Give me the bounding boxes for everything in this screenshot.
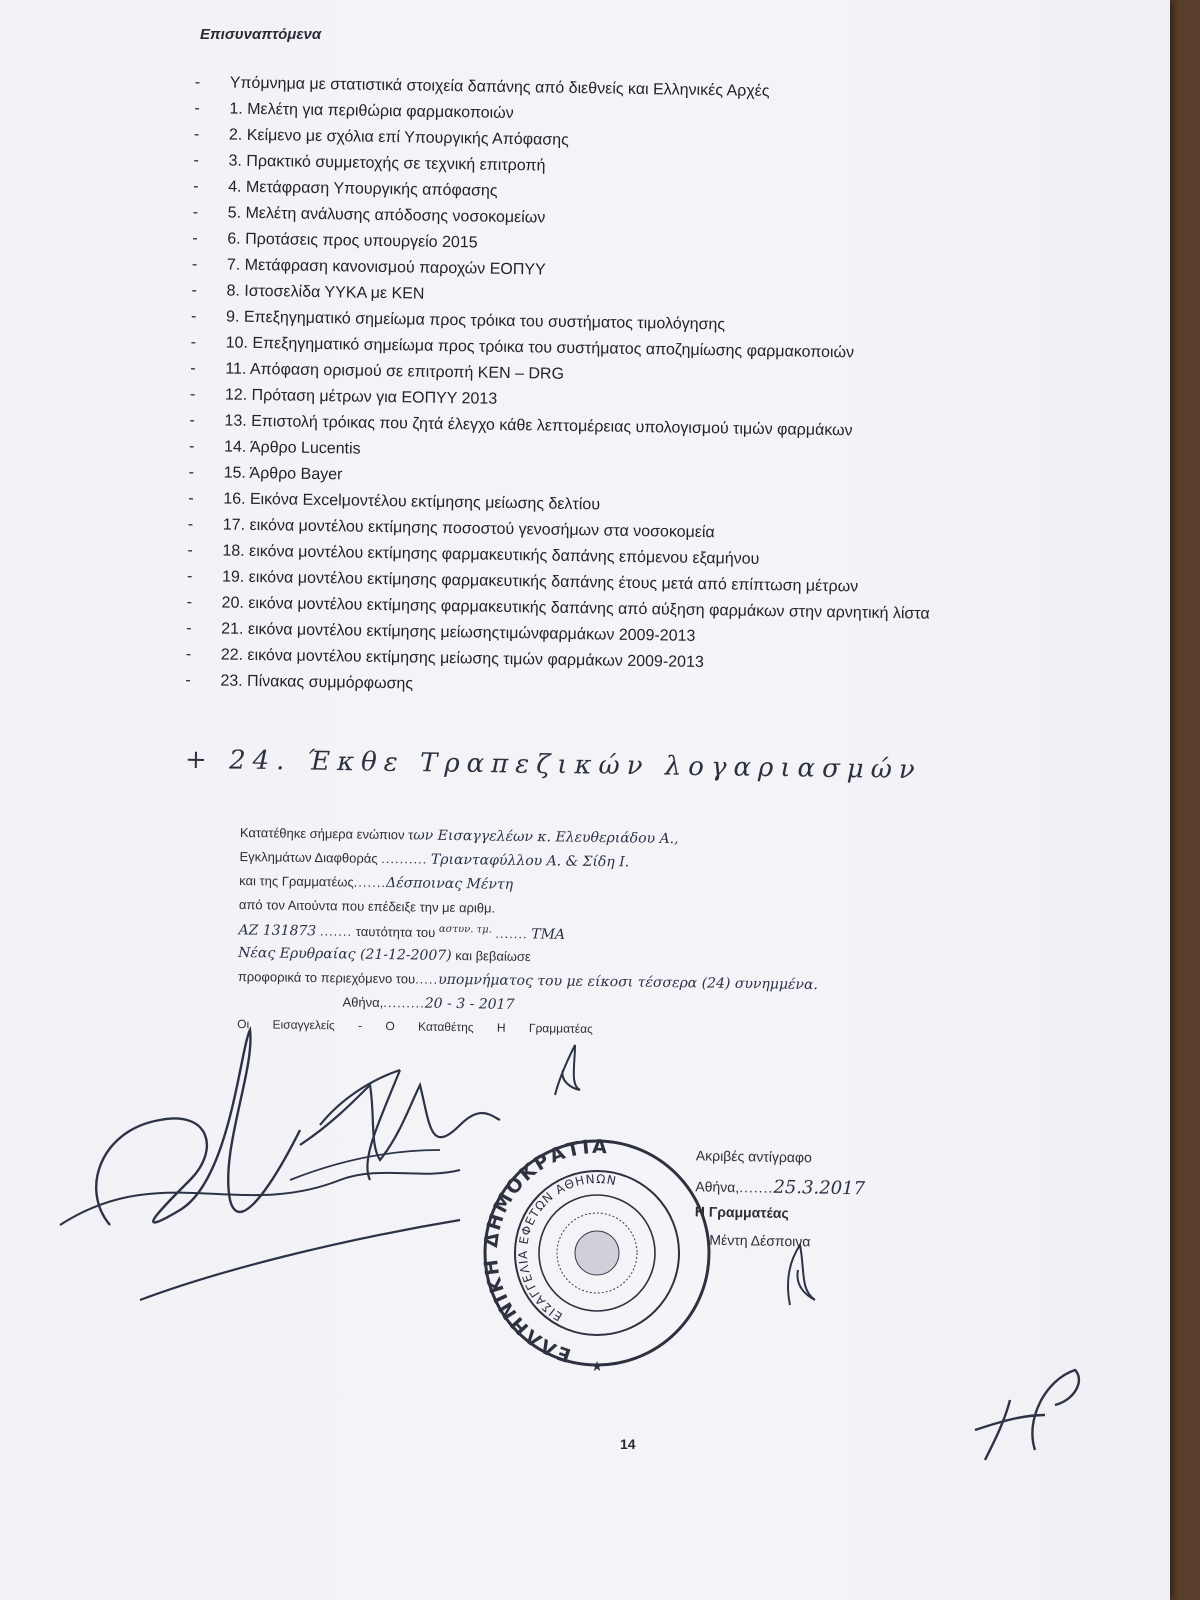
- deposit-line-3: και της Γραμματέως.......Δέσποινας Μέντη: [239, 872, 514, 893]
- attachment-item-label: 17. εικόνα μοντέλου εκτίμησης ποσοστού γενοσήμων στα νοσοκομεία: [222, 516, 715, 542]
- seal-inner-text: ΕΙΣΑΓΓΕΛΙΑ ΕΦΕΤΩΝ ΑΘΗΝΩΝ: [515, 1171, 619, 1324]
- deposit-line-7-printed: προφορικά το περιεχόμενο του: [237, 968, 416, 987]
- attachment-item-label: 3. Πρακτικό συμμετοχής σε τεχνική επιτροπή: [228, 152, 546, 175]
- deposit-date-handwritten: 20 - 3 - 2017: [424, 995, 515, 1013]
- attachment-item-label: 19. εικόνα μοντέλου εκτίμησης φαρμακευτικής δαπάνης έτους μετά από επίπτωση μέτρων: [221, 568, 859, 596]
- attachment-item: - 22. εικόνα μοντέλου εκτίμησης μείωσης τιμών φαρμάκων 2009-2013: [185, 645, 704, 672]
- attachment-item-label: Υπόμνημα με στατιστικά στοιχεία δαπάνης από διεθνείς και Ελληνικές Αρχές: [229, 74, 770, 101]
- seal-star-icon: ★: [590, 1358, 604, 1374]
- id-authority-handwritten: ΤΜΑ: [531, 926, 566, 943]
- attachment-item: - 12. Πρόταση μέτρων για ΕΟΠΥΥ 2013: [189, 385, 498, 408]
- attachment-item-label: 16. Εικόνα Excelμοντέλου εκτίμησης μείωσης δελτίου: [223, 490, 601, 514]
- attachment-item-label: 4. Μετάφραση Υπουργικής απόφασης: [228, 178, 498, 200]
- attachment-item: - 9. Επεξηγηματικό σημείωμα προς τρόικα του συστήματος τιμολόγησης: [190, 307, 726, 334]
- attachment-item-label: 18. εικόνα μοντέλου εκτίμησης φαρμακευτικής δαπάνης επόμενου εξαμήνου: [222, 542, 760, 568]
- attachment-item: - 17. εικόνα μοντέλου εκτίμησης ποσοστού γενοσήμων στα νοσοκομεία: [187, 515, 715, 542]
- deposit-line-7-handwritten: υπομνήματος του με είκοσι τέσσερα (24) συνημμένα.: [438, 971, 819, 994]
- deposit-line-3-handwritten: Δέσποινας Μέντη: [385, 875, 514, 893]
- deposit-line-2: Εγκλημάτων Διαφθοράς .......... Τριανταφύλλου Α. & Σίδη Ι.: [239, 848, 630, 871]
- attachment-item-label: 20. εικόνα μοντέλου εκτίμησης φαρμακευτικής δαπάνης από αύξηση φαρμάκων στην αρνητική λίστα: [221, 594, 930, 623]
- attachment-item-label: 22. εικόνα μοντέλου εκτίμησης μείωσης τιμών φαρμάκων 2009-2013: [220, 646, 704, 672]
- attachment-item-label: 13. Επιστολή τρόικας που ζητά έλεγχο κάθε λεπτομέρειας υπολογισμού τιμών φαρμάκων: [224, 412, 853, 440]
- id-number-handwritten: ΑΖ 131873: [238, 922, 317, 940]
- attachment-item-label: 9. Επεξηγηματικό σημείωμα προς τρόικα του συστήματος τιμολόγησης: [225, 308, 726, 334]
- attachment-item-label: 6. Προτάσεις προς υπουργείο 2015: [227, 230, 478, 252]
- attachment-item-label: 12. Πρόταση μέτρων για ΕΟΠΥΥ 2013: [224, 386, 498, 408]
- attachment-item: - 16. Εικόνα Excelμοντέλου εκτίμησης μείωσης δελτίου: [188, 489, 601, 514]
- attachment-item: - 3. Πρακτικό συμμετοχής σε τεχνική επιτροπή: [193, 151, 546, 175]
- attachment-item-label: 21. εικόνα μοντέλου εκτίμησης μείωσηςτιμώνφαρμάκων 2009-2013: [221, 620, 696, 645]
- signatory-secretary: Η Γραμματέας: [496, 1020, 593, 1036]
- attachment-item: - 14. Άρθρο Lucentis: [188, 437, 361, 458]
- attachment-item: - 20. εικόνα μοντέλου εκτίμησης φαρμακευτικής δαπάνης από αύξηση φαρμάκων στην αρνητική λίστα: [186, 593, 930, 623]
- attachment-item: - 2. Κείμενο με σχόλια επί Υπουργικής Απόφασης: [193, 125, 569, 149]
- official-seal: [480, 1135, 715, 1380]
- certification-secretary-name: Μέντη Δέσποινα: [709, 1231, 811, 1250]
- deposit-line-5: ΑΖ 131873 ....... ταυτότητα του $^{\alpha\sigma\tau\upsilon\nu. \tau\mu.}$ ....... ΤΜΑ: [238, 922, 566, 943]
- page-number: 14: [620, 1436, 636, 1452]
- deposit-line-3-printed: και της Γραμματέως: [239, 872, 354, 890]
- deposit-line-5-printed: ταυτότητα του: [355, 923, 436, 941]
- certification-date-line: Αθήνα,.......25.3.2017: [695, 1176, 866, 1200]
- attachment-item: - 13. Επιστολή τρόικας που ζητά έλεγχο κάθε λεπτομέρειας υπολογισμού τιμών φαρμάκων: [189, 411, 853, 440]
- attachment-item: - 10. Επεξηγηματικό σημείωμα προς τρόικα του συστήματος αποζημίωσης φαρμακοποιών: [190, 333, 855, 362]
- certification-date-handwritten: 25.3.2017: [773, 1176, 866, 1200]
- attachment-item: - 15. Άρθρο Bayer: [188, 463, 343, 484]
- attachment-item: - 18. εικόνα μοντέλου εκτίμησης φαρμακευτικής δαπάνης επόμενου εξαμήνου: [187, 541, 760, 568]
- attachment-item: - 1. Μελέτη για περιθώρια φαρμακοποιών: [194, 99, 514, 123]
- certification-place: Αθήνα,: [695, 1178, 740, 1196]
- deposit-line-2-printed: Εγκλημάτων Διαφθοράς: [239, 848, 378, 866]
- handwritten-addition: + 24. Έκθε Τραπεζικών λογαριασμών: [184, 744, 922, 786]
- attachment-item: - 19. εικόνα μοντέλου εκτίμησης φαρμακευτικής δαπάνης έτους μετά από επίπτωση μέτρων: [186, 567, 859, 596]
- signatory-prosecutors: Οι Εισαγγελείς: [237, 1016, 335, 1033]
- certification-stamp: [694, 1147, 996, 1264]
- attachment-item-label: 10. Επεξηγηματικό σημείωμα προς τρόικα του συστήματος αποζημίωσης φαρμακοποιών: [225, 334, 855, 362]
- certification-line-1: Ακριβές αντίγραφο: [695, 1147, 812, 1166]
- attachment-item-label: 1. Μελέτη για περιθώρια φαρμακοποιών: [229, 100, 514, 123]
- attachment-item-label: 11. Απόφαση ορισμού σε επιτροπή ΚΕΝ – DRG: [225, 360, 565, 383]
- attachment-item: - 11. Απόφαση ορισμού σε επιτροπή ΚΕΝ – DRG: [190, 359, 565, 383]
- deposit-line-7: προφορικά το περιεχόμενο του.....υπομνήματος του με είκοσι τέσσερα (24) συνημμένα.: [237, 968, 819, 994]
- certification-secretary-title: Η Γραμματέας: [694, 1203, 789, 1222]
- attachment-item: - 5. Μελέτη ανάλυσης απόδοσης νοσοκομείων: [192, 203, 546, 227]
- deposit-line-1-printed: Κατατέθηκε σήμερα ενώπιον τ: [239, 825, 414, 843]
- attachment-item-label: 14. Άρθρο Lucentis: [223, 438, 361, 458]
- deposit-place: Αθήνα,: [342, 994, 384, 1011]
- deposit-line-4-printed: από τον Αιτούντα που επέδειξε την με αριθμ.: [238, 896, 496, 916]
- attachments-list: [185, 70, 1095, 708]
- initials-signature: [965, 1360, 1095, 1470]
- deposit-date-line: Αθήνα,.........20 - 3 - 2017: [342, 994, 515, 1013]
- seal-outer-text: ΕΛΛΗΝΙΚΗ ΔΗΜΟΚΡΑΤΙΑ: [480, 1135, 610, 1367]
- attachments-heading: Επισυναπτόμενα: [200, 26, 322, 43]
- attachment-item: - 7. Μετάφραση κανονισμού παροχών ΕΟΠΥΥ: [191, 255, 546, 279]
- attachment-item: - 21. εικόνα μοντέλου εκτίμησης μείωσηςτιμώνφαρμάκων 2009-2013: [186, 619, 696, 645]
- deposit-line-6-printed: και βεβαίωσε: [455, 948, 531, 965]
- attachment-item-label: 2. Κείμενο με σχόλια επί Υπουργικής Απόφασης: [228, 126, 569, 149]
- attachment-item: - 8. Ιστοσελίδα ΥΥΚΑ με ΚΕΝ: [191, 281, 425, 303]
- signatory-depositor: Ο Καταθέτης: [385, 1019, 474, 1035]
- attachment-item-label: 7. Μετάφραση κανονισμού παροχών ΕΟΠΥΥ: [226, 256, 546, 279]
- secretary-signature: [545, 1040, 585, 1100]
- deposit-line-2-handwritten: Τριανταφύλλου Α. & Σίδη Ι.: [430, 851, 630, 871]
- attachment-item-label: 15. Άρθρο Bayer: [223, 464, 343, 484]
- attachment-item-label: 8. Ιστοσελίδα ΥΥΚΑ με ΚΕΝ: [226, 282, 425, 303]
- attachment-item-label: 23. Πίνακας συμμόρφωσης: [220, 672, 414, 693]
- attachment-item: - 6. Προτάσεις προς υπουργείο 2015: [192, 229, 478, 252]
- depositor-signature: [290, 1065, 510, 1185]
- attachment-item: - Υπόμνημα με στατιστικά στοιχεία δαπάνης από διεθνείς και Ελληνικές Αρχές: [194, 73, 770, 101]
- id-authority-insert: αστυν. τμ.: [438, 923, 492, 936]
- attachment-item: - 4. Μετάφραση Υπουργικής απόφασης: [193, 177, 498, 200]
- attachment-item-label: 5. Μελέτη ανάλυσης απόδοσης νοσοκομείων: [227, 204, 546, 227]
- id-issuer-handwritten: Νέας Ερυθραίας (21-12-2007): [238, 944, 452, 964]
- signatories-line: Οι Εισαγγελείς - Ο Καταθέτης Η Γραμματέας: [237, 1016, 593, 1036]
- attachment-item: - 23. Πίνακας συμμόρφωσης: [185, 671, 414, 693]
- deposit-line-1-handwritten: ων Εισαγγελέων κ. Ελευθεριάδου Α.,: [413, 827, 679, 848]
